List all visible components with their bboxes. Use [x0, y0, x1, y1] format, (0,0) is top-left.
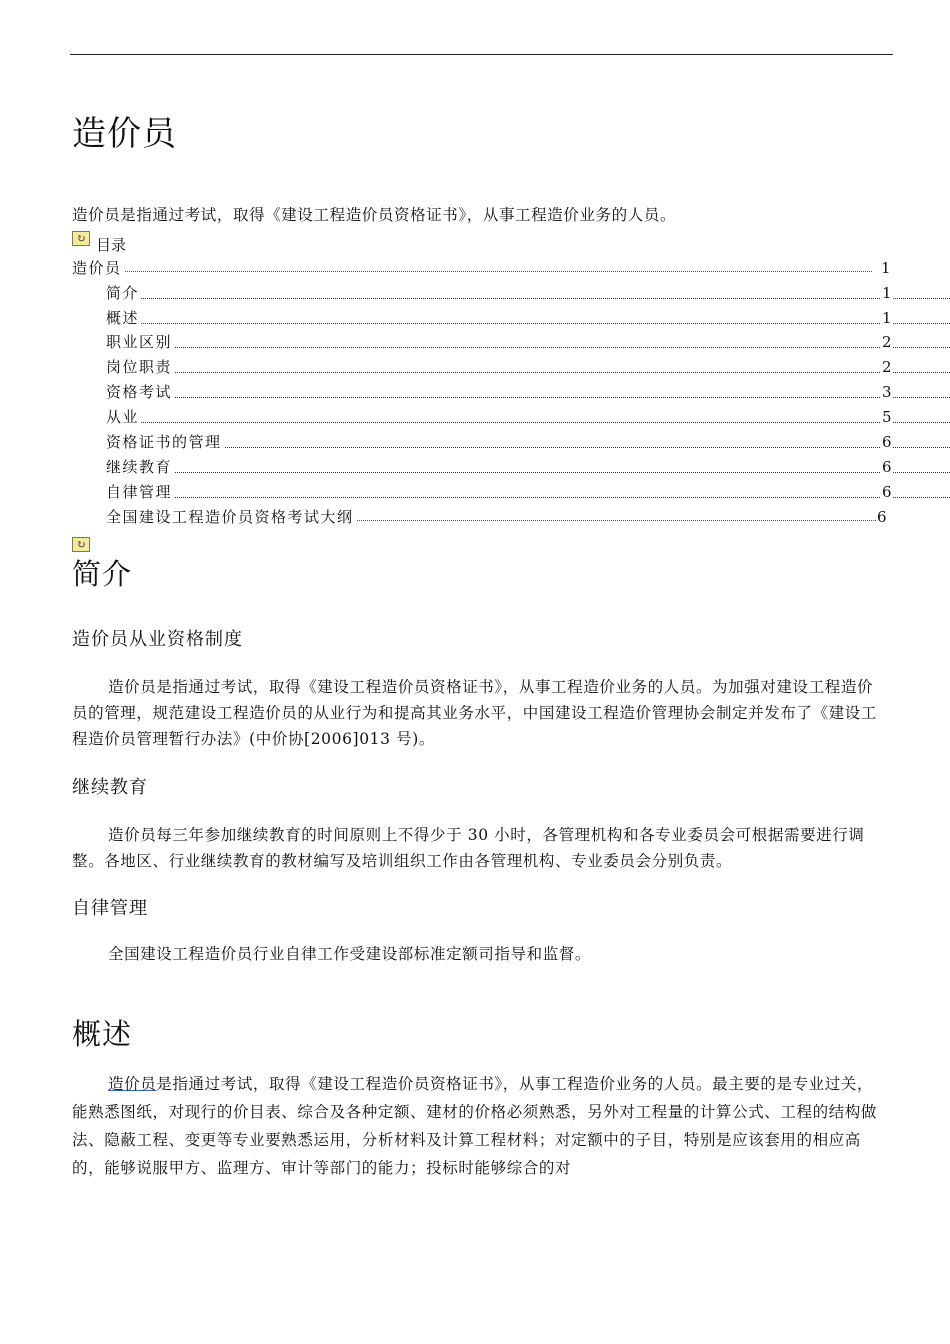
toc-item-page: 2 [882, 358, 892, 376]
subsection-paragraph: 全国建设工程造价员行业自律工作受建设部标准定额司指导和监督。 [108, 945, 592, 963]
toc-item-page: 6 [882, 483, 892, 501]
toc-item[interactable] [106, 432, 950, 452]
section-toggle-icon[interactable]: ↻ [72, 537, 90, 552]
toc-item-label: 概述 [106, 309, 140, 327]
toc-item-page: 1 [882, 284, 892, 302]
subsection-heading: 继续教育 [72, 777, 148, 798]
toc-item[interactable] [106, 332, 950, 352]
toc-title: 目录 [96, 236, 127, 254]
toc-item-label: 从业 [106, 408, 140, 426]
toc-item-page: 6 [877, 508, 887, 526]
toc-item-label: 全国建设工程造价员资格考试大纲 [106, 508, 354, 526]
toc-item-label: 造价员 [72, 259, 122, 277]
toc-item-label: 简介 [106, 284, 140, 302]
overview-paragraph [72, 1070, 887, 1182]
toc-item-page: 1 [881, 259, 891, 277]
subsection-heading: 自律管理 [72, 898, 148, 919]
toc-item-label: 职业区别 [106, 333, 173, 351]
toc-item-top[interactable] [72, 258, 891, 278]
toc-item-page: 1 [882, 309, 892, 327]
subsection-heading: 造价员从业资格制度 [72, 629, 243, 650]
toc-item[interactable] [106, 357, 950, 377]
toc-toggle-icon[interactable]: ↻ [72, 231, 90, 246]
toc-item-page: 6 [882, 458, 892, 476]
section-heading-intro: 简介 [72, 557, 133, 591]
toc-item-page: 6 [882, 433, 892, 451]
page-title: 造价员 [72, 114, 177, 154]
toc-item-page: 5 [882, 408, 892, 426]
toc-item[interactable] [106, 507, 887, 527]
overview-text: 是指通过考试，取得《建设工程造价员资格证书》，从事工程造价业务的人员。最主要的是专业过关，能熟悉图纸，对现行的价目表、综合及各种定额、建材的价格必须熟悉，另外对工程量的计算公式、工程的结构做法、隐蔽工程、变更等专业要熟悉运用，分析材料及计算工程材料；对定额中的子目，特别是应该套用的相应高的，能够说服甲方、监理方、审计等部门的能力；投标时能够综合的对 [72, 1075, 878, 1177]
toc-item-label: 岗位职责 [106, 358, 173, 376]
toc-item-page: 2 [882, 333, 892, 351]
toc-item-label: 资格考试 [106, 383, 173, 401]
term-link[interactable]: 造价员 [108, 1075, 157, 1093]
section-heading-overview: 概述 [72, 1017, 133, 1051]
toc-item[interactable] [106, 407, 950, 427]
toc-item-label: 自律管理 [106, 483, 173, 501]
toc-item-page: 3 [882, 383, 892, 401]
intro-paragraph: 造价员是指通过考试，取得《建设工程造价员资格证书》，从事工程造价业务的人员。 [72, 206, 677, 224]
subsection-paragraph: 造价员是指通过考试，取得《建设工程造价员资格证书》，从事工程造价业务的人员。为加强对建设工程造价员的管理，规范建设工程造价员的从业行为和提高其业务水平，中国建设工程造价管理协会制定并发布了《建设工程造价员管理暂行办法》(中价协[2006]013 号)。 [72, 678, 878, 748]
toc-item-label: 继续教育 [106, 458, 173, 476]
toc-item[interactable] [106, 457, 950, 477]
toc-item[interactable] [106, 308, 950, 328]
toc-item[interactable] [106, 382, 950, 402]
toc-item[interactable] [106, 482, 950, 502]
toc-item[interactable] [106, 283, 950, 303]
top-rule [70, 54, 893, 55]
toc-item-label: 资格证书的管理 [106, 433, 222, 451]
subsection-paragraph: 造价员每三年参加继续教育的时间原则上不得少于 30 小时，各管理机构和各专业委员会可根据需要进行调整。各地区、行业继续教育的教材编写及培训组织工作由各管理机构、专业委员会分别负责。 [72, 826, 865, 870]
